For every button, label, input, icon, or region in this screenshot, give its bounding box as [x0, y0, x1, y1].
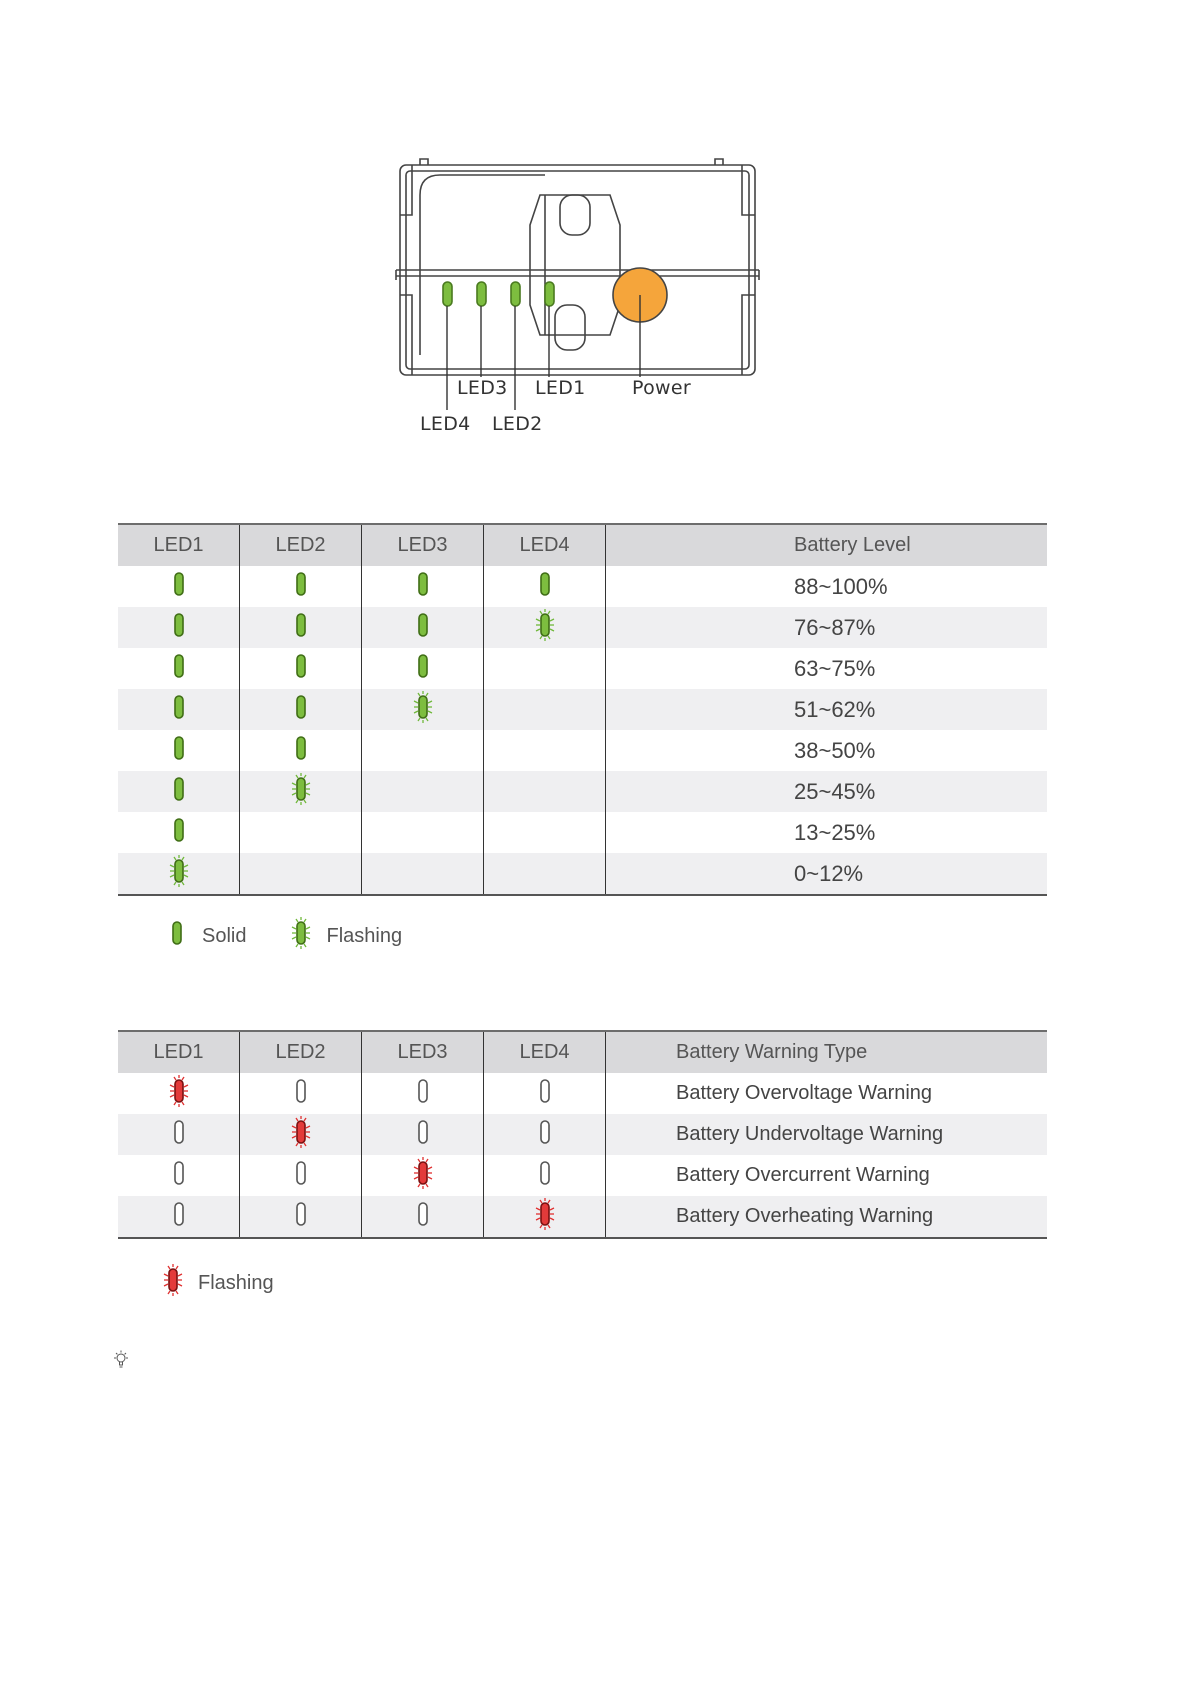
led3-cell: [362, 648, 484, 689]
legend-solid: [162, 915, 246, 957]
led-off-icon: [408, 1114, 438, 1155]
led1-cell: [118, 771, 240, 812]
led4-cell: [484, 607, 606, 648]
legend-flashing: [286, 915, 402, 957]
battery-level-row: [118, 771, 1047, 812]
warning-type-label: Battery Overvoltage Warning: [606, 1073, 1048, 1114]
callout-led1: LED1: [535, 377, 586, 399]
led-flashing-icon: [164, 853, 194, 894]
lightbulb-tip-icon: [113, 1350, 129, 1375]
battery-level-row: [118, 730, 1047, 771]
col-led3: LED3: [362, 1031, 484, 1073]
battery-level-label: 51~62%: [606, 689, 1048, 730]
diagram-led1: [545, 282, 554, 306]
callout-power: Power: [632, 377, 691, 399]
diagram-led2: [511, 282, 520, 306]
led2-cell: [240, 607, 362, 648]
led3-cell: [362, 730, 484, 771]
led3-cell: [362, 607, 484, 648]
led4-cell: [484, 1114, 606, 1155]
legend-solid-label: Solid: [202, 924, 247, 947]
led2-cell: [240, 689, 362, 730]
led-off-icon: [408, 1196, 438, 1237]
led1-cell: [118, 730, 240, 771]
legend-flashing-label: Flashing: [326, 924, 403, 947]
warning-legend: [158, 1262, 314, 1304]
led-off-icon: [164, 1155, 194, 1196]
led-solid-icon: [408, 648, 438, 689]
col-led3: LED3: [362, 524, 484, 566]
led1-cell: [118, 853, 240, 895]
led-flashing-icon: [286, 915, 316, 957]
led-red-flashing-icon: [164, 1073, 194, 1114]
battery-level-label: 25~45%: [606, 771, 1048, 812]
battery-level-label: 38~50%: [606, 730, 1048, 771]
led-off-icon: [286, 1155, 316, 1196]
col-led2: LED2: [240, 1031, 362, 1073]
led2-cell: [240, 1114, 362, 1155]
diagram-led3: [477, 282, 486, 306]
col-warning-type: Battery Warning Type: [606, 1031, 1048, 1073]
battery-level-row: [118, 853, 1047, 895]
led3-cell: [362, 1114, 484, 1155]
led2-cell: [240, 853, 362, 895]
led-solid-icon: [164, 771, 194, 812]
battery-level-row: [118, 689, 1047, 730]
battery-warning-table: [118, 1030, 1047, 1239]
led4-cell: [484, 730, 606, 771]
col-led1: LED1: [118, 1031, 240, 1073]
battery-level-label: 13~25%: [606, 812, 1048, 853]
led2-cell: [240, 730, 362, 771]
led-off-icon: [408, 1073, 438, 1114]
led-solid-icon: [286, 689, 316, 730]
battery-outline: [380, 155, 800, 485]
callout-led3: LED3: [457, 377, 508, 399]
col-led4: LED4: [484, 1031, 606, 1073]
led1-cell: [118, 566, 240, 607]
led1-cell: [118, 812, 240, 853]
led-off-icon: [286, 1073, 316, 1114]
led-flashing-icon: [286, 771, 316, 812]
led1-cell: [118, 648, 240, 689]
led4-cell: [484, 1196, 606, 1238]
warning-type-row: [118, 1196, 1047, 1238]
battery-level-row: [118, 566, 1047, 607]
led2-cell: [240, 812, 362, 853]
led4-cell: [484, 566, 606, 607]
led4-cell: [484, 853, 606, 895]
led1-cell: [118, 689, 240, 730]
battery-led-diagram: [380, 155, 800, 485]
led-flashing-icon: [530, 607, 560, 648]
warning-type-label: Battery Undervoltage Warning: [606, 1114, 1048, 1155]
battery-level-label: 76~87%: [606, 607, 1048, 648]
led-off-icon: [286, 1196, 316, 1237]
led4-cell: [484, 1073, 606, 1114]
legend-red-flashing: [158, 1262, 274, 1304]
battery-level-table: [118, 523, 1047, 896]
led-off-icon: [530, 1114, 560, 1155]
led4-cell: [484, 771, 606, 812]
warning-type-row: [118, 1073, 1047, 1114]
led3-cell: [362, 1073, 484, 1114]
warning-type-row: [118, 1114, 1047, 1155]
led4-cell: [484, 648, 606, 689]
col-led4: LED4: [484, 524, 606, 566]
battery-level-label: 88~100%: [606, 566, 1048, 607]
led-red-flashing-icon: [530, 1196, 560, 1237]
led1-cell: [118, 1073, 240, 1114]
battery-level-label: 63~75%: [606, 648, 1048, 689]
callout-led2: LED2: [492, 413, 543, 435]
led2-cell: [240, 1155, 362, 1196]
led1-cell: [118, 607, 240, 648]
led-solid-icon: [286, 607, 316, 648]
led-solid-icon: [164, 607, 194, 648]
led3-cell: [362, 853, 484, 895]
warning-type-label: Battery Overheating Warning: [606, 1196, 1048, 1238]
led3-cell: [362, 1196, 484, 1238]
led-solid-icon: [162, 915, 192, 957]
led-solid-icon: [286, 566, 316, 607]
led3-cell: [362, 812, 484, 853]
led4-cell: [484, 1155, 606, 1196]
led-solid-icon: [286, 730, 316, 771]
col-battery-level: Battery Level: [606, 524, 1048, 566]
col-led2: LED2: [240, 524, 362, 566]
led-solid-icon: [408, 607, 438, 648]
led1-cell: [118, 1155, 240, 1196]
led-solid-icon: [164, 689, 194, 730]
led-red-flashing-icon: [286, 1114, 316, 1155]
warning-table-header: [118, 1031, 1047, 1073]
led-solid-icon: [530, 566, 560, 607]
led2-cell: [240, 1073, 362, 1114]
led1-cell: [118, 1196, 240, 1238]
battery-level-row: [118, 648, 1047, 689]
led-solid-icon: [408, 566, 438, 607]
led3-cell: [362, 1155, 484, 1196]
led2-cell: [240, 566, 362, 607]
battery-level-row: [118, 607, 1047, 648]
led2-cell: [240, 1196, 362, 1238]
battery-level-label: 0~12%: [606, 853, 1048, 895]
led3-cell: [362, 689, 484, 730]
col-led1: LED1: [118, 524, 240, 566]
led4-cell: [484, 689, 606, 730]
diagram-led4: [443, 282, 452, 306]
led3-cell: [362, 566, 484, 607]
led-solid-icon: [164, 648, 194, 689]
led2-cell: [240, 771, 362, 812]
led-off-icon: [164, 1196, 194, 1237]
warning-type-row: [118, 1155, 1047, 1196]
led-solid-icon: [164, 730, 194, 771]
led-solid-icon: [164, 566, 194, 607]
led-solid-icon: [286, 648, 316, 689]
led-off-icon: [530, 1155, 560, 1196]
led-red-flashing-icon: [158, 1262, 188, 1304]
led4-cell: [484, 812, 606, 853]
led-off-icon: [164, 1114, 194, 1155]
led-red-flashing-icon: [408, 1155, 438, 1196]
led3-cell: [362, 771, 484, 812]
led1-cell: [118, 1114, 240, 1155]
led-flashing-icon: [408, 689, 438, 730]
led-solid-icon: [164, 812, 194, 853]
callout-led4: LED4: [420, 413, 471, 435]
legend-red-flashing-label: Flashing: [198, 1271, 274, 1294]
battery-level-row: [118, 812, 1047, 853]
battery-legend: [162, 915, 442, 957]
led2-cell: [240, 648, 362, 689]
battery-table-header: [118, 524, 1047, 566]
warning-type-label: Battery Overcurrent Warning: [606, 1155, 1048, 1196]
led-off-icon: [530, 1073, 560, 1114]
